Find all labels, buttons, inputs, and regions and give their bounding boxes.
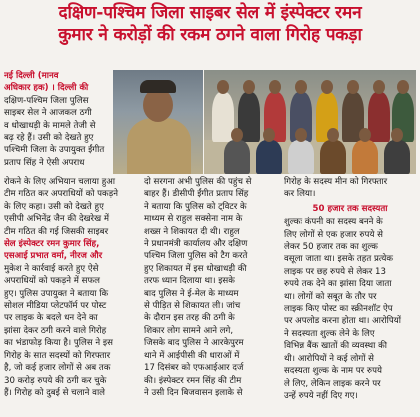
headline-line-1: दक्षिण-पश्चिम जिला साइबर सेल में इंस्पेक्टर रमन bbox=[58, 3, 362, 23]
text-line: के दौरान इस तरह की ठगी के bbox=[144, 313, 235, 324]
person-head bbox=[347, 80, 359, 94]
officer-head bbox=[143, 88, 173, 122]
dateline: नई दिल्ली (मानव bbox=[4, 71, 59, 81]
text-line: शिकार लोग सामने आने लगे, bbox=[144, 325, 234, 336]
column-2 bbox=[144, 176, 280, 399]
group-photo bbox=[204, 70, 416, 174]
text-line: ने बताया कि पुलिस को ट्विटर के bbox=[144, 201, 247, 212]
text-line: पर लाइक के बदले धन देने का bbox=[4, 313, 98, 324]
text-line: बाहर हैं। डीसीपी ईंगीत प्रताप सिंह bbox=[144, 189, 249, 200]
text-line: की। इंस्पेक्टर रमन सिंह की टीम bbox=[144, 375, 242, 386]
text-line: बाद पुलिस ने ई-मेल के माध्यम bbox=[144, 288, 239, 299]
headline-line-2: कुमार ने करोड़ों की रकम ठगने वाला गिरोह पकड़ा bbox=[58, 25, 362, 45]
text-line: एसीपी अभिनेंद्र जैन की देखरेख में bbox=[4, 214, 109, 225]
officer-cap bbox=[140, 80, 176, 93]
person-figure bbox=[368, 92, 390, 142]
text-line: तरफ ध्यान दिलाया था। इसके bbox=[144, 276, 235, 287]
text-line: का भंडाफोड़ किया है। पुलिस ने इस bbox=[4, 338, 113, 349]
text-line: 17 दिसंबर को एफआईआर दर्ज bbox=[144, 363, 244, 374]
text-line: के लिए कहा। उसी को देखते हुए bbox=[4, 201, 104, 212]
text-line: 30 करोड़ रुपये की ठगी कर चुके bbox=[4, 375, 107, 386]
text-line: उन्हें रुपये नहीं दिए गए। bbox=[284, 390, 358, 401]
text-line: था। लोगों को सबूत के तौर पर bbox=[284, 291, 377, 302]
text-line: झांसा देकर ठगी करने वाले गिरोह bbox=[4, 325, 107, 336]
column-3 bbox=[284, 176, 416, 402]
person-head bbox=[397, 80, 409, 94]
seated-person-figure bbox=[288, 140, 314, 174]
person-head bbox=[295, 80, 307, 94]
person-head bbox=[231, 128, 243, 142]
column-1-bottom bbox=[4, 176, 141, 399]
text-line: मुकेश ने कार्रवाई करते हुए ऐसे bbox=[4, 263, 99, 274]
text-line: ले लिए, लेकिन लाइक करने पर bbox=[284, 378, 381, 389]
text-line: हैं। गिरोह को दुबई से चलाने वाले bbox=[4, 387, 106, 398]
text-line: दो सरगना अभी पुलिस की पहुंच से bbox=[144, 177, 252, 187]
highlighted-text-line: सेल इंस्पेक्टर रमन कुमार सिंह, bbox=[4, 239, 100, 250]
seated-person-figure bbox=[224, 140, 250, 174]
text-line: ने उसी दिन बिजवासन इलाके से bbox=[144, 387, 243, 398]
person-head bbox=[263, 128, 275, 142]
person-head bbox=[269, 80, 281, 94]
seated-person-figure bbox=[384, 140, 410, 174]
text-line: वसूला जाता था। इसके तहत प्रत्येक bbox=[284, 254, 393, 265]
text-line: व धोखाधड़ी के मामले तेजी से bbox=[4, 120, 96, 131]
column-1-top bbox=[4, 70, 111, 169]
headline bbox=[4, 2, 416, 46]
dateline-source: अधिकार हक) । दिल्ली की bbox=[4, 83, 89, 94]
text-line: रुपये तक देने का झांसा दिया जाता bbox=[284, 279, 392, 290]
text-line: सदस्यता शुल्क के नाम पर रुपये bbox=[284, 366, 382, 377]
seated-person-figure bbox=[320, 140, 346, 174]
text-line: टीम गठित की गई जिसकी साइबर bbox=[4, 226, 109, 237]
text-line: विभिन्न बैंक खातों की व्यवस्था की bbox=[284, 341, 387, 352]
text-line: सोशल मीडिया प्लेटफॉर्म पर पोस्ट bbox=[4, 301, 107, 312]
text-line: लेकर 50 हजार तक का शुल्क bbox=[284, 242, 378, 253]
text-line: साइबर सेल ने आजकल ठगी bbox=[4, 108, 92, 119]
text-line: थाने में आईपीसी की धाराओं में bbox=[144, 350, 240, 361]
officer-photo bbox=[113, 70, 203, 174]
text-line: पश्चिम जिला पुलिस को टैग करते bbox=[144, 251, 248, 262]
text-line: गिरोह के सदस्य मीन को गिरफ्तार bbox=[284, 177, 388, 187]
text-line: है, जो कई हजार लोगों से अब तक bbox=[4, 363, 111, 374]
text-line: शख्स ने शिकायत दी थी। राहुल bbox=[144, 226, 240, 237]
text-line: टीम गठित कर अपराधियों को पकड़ने bbox=[4, 189, 119, 200]
text-line: हुए शिकायत में इस धोखाधड़ी की bbox=[144, 263, 247, 274]
officer-body bbox=[127, 118, 191, 174]
section-subheading: 50 हजार तक सदस्यता bbox=[312, 203, 388, 214]
highlighted-text-line: एसआई प्रभात वर्मा, नीरज और bbox=[4, 251, 103, 262]
text-line: ने प्रधानमंत्री कार्यालय और दक्षिण bbox=[144, 239, 248, 250]
text-line: बढ़ रहे हैं। उसी को देखते हुए bbox=[4, 133, 94, 144]
person-head bbox=[243, 80, 255, 94]
text-line: लिए लोगों से एक हजार रुपये से bbox=[284, 229, 383, 240]
person-head bbox=[327, 128, 339, 142]
text-line: जिसके बाद पुलिस ने आरकेपुरम bbox=[144, 338, 244, 349]
person-head bbox=[217, 80, 229, 94]
text-line: से पीड़ित से शिकायत ली। जांच bbox=[144, 301, 241, 312]
text-line: पश्चिमी जिला के उपायुक्त ईंगीत bbox=[4, 145, 105, 156]
text-line: प्रताप सिंह ने ऐसी अपराध bbox=[4, 157, 85, 168]
text-line: लाइक किए पोस्ट का स्क्रीनशॉट ऐप bbox=[284, 304, 393, 315]
person-head bbox=[321, 80, 333, 94]
text-line: अपराधियों को पकड़ने में सफल bbox=[4, 276, 100, 287]
text-line: हुए। पुलिस उपायुक्त ने बताया कि bbox=[4, 288, 109, 299]
text-line: ने सदस्यता शुल्क लेने के लिए bbox=[284, 328, 375, 339]
text-line: पर अपलोड करना होता था। आरोपियों bbox=[284, 316, 401, 327]
text-line: रोकने के लिए अभियान चलाया हुआ bbox=[4, 177, 116, 187]
person-head bbox=[373, 80, 385, 94]
person-head bbox=[295, 128, 307, 142]
person-head bbox=[391, 128, 403, 142]
text-line: कर लिया। bbox=[284, 189, 316, 200]
seated-person-figure bbox=[256, 140, 282, 174]
text-line: दक्षिण-पश्चिम जिला पुलिस bbox=[4, 95, 89, 106]
text-line: थी। आरोपियों ने कई लोगों से bbox=[284, 353, 374, 364]
text-line: गिरोह के सात सदस्यों को गिरफ्तार bbox=[4, 350, 111, 361]
person-head bbox=[359, 128, 371, 142]
text-line: शुल्कः कंपनी का सदस्य बनने के bbox=[284, 217, 383, 228]
text-line: माध्यम से राहुल सक्सेना नाम के bbox=[144, 214, 243, 225]
seated-person-figure bbox=[352, 140, 378, 174]
text-line: लाइक पर छह रुपये से लेकर 13 bbox=[284, 266, 386, 277]
